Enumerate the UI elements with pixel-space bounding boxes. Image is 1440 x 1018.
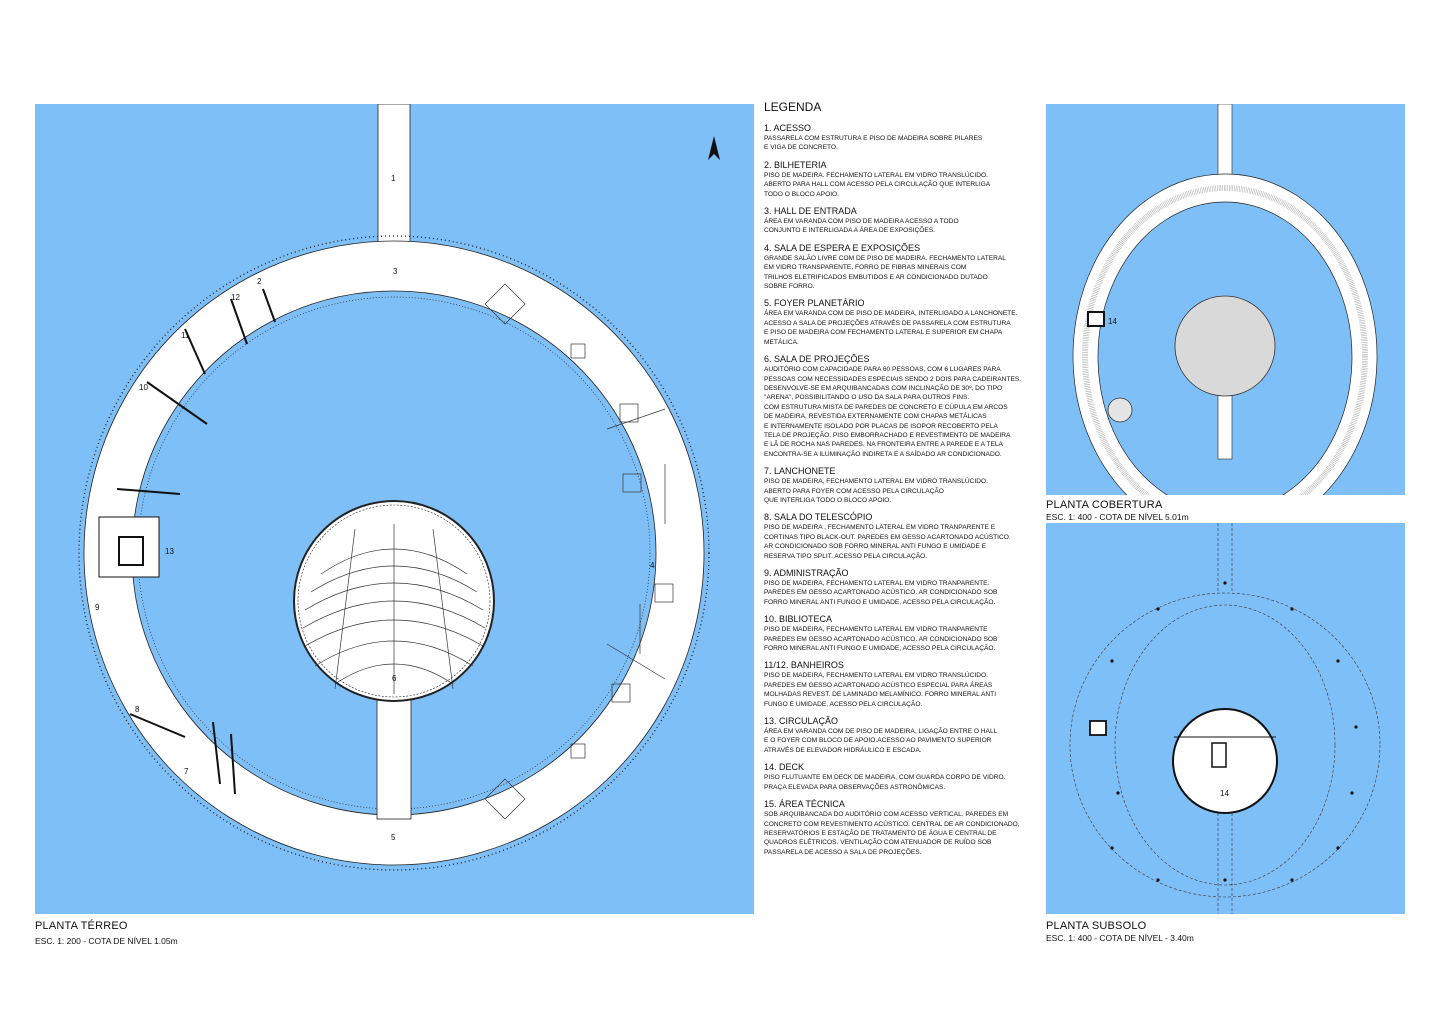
legend-title: LEGENDA [764, 100, 822, 114]
legend-item [764, 512, 1044, 561]
roof-plan-scale: ESC. 1: 400 - COTA DE NÍVEL 5.01m [1046, 512, 1189, 522]
ground-floor-drawing [35, 104, 754, 914]
legend-item-text: ÁREA EM VARANDA COM DE PISO DE MADEIRA, INTERLIGADO A LANCHONETE. ACESSO A SALA DE PROJEÇÕES ATRAVÉS DE PASSARELA COM ESTRUTURA E PISO DE MADEIRA COM FECHAMENTO LATERAL E SUPERIOR EM CHAPA METÁLICA. [764, 310, 1018, 346]
legend-item-text: PISO FLUTUANTE EM DECK DE MADEIRA, COM GUARDA CORPO DE VIDRO. PRAÇA ELEVADA PARA OBSERVAÇÕES ASTRONÔMICAS. [764, 774, 1006, 791]
legend-item [764, 799, 1044, 857]
legend-item-heading: 14. DECK [764, 762, 805, 773]
ground-plan-scale: ESC. 1: 200 - COTA DE NÍVEL 1.05m [35, 936, 178, 946]
north-arrow-icon [708, 136, 720, 160]
roof-label-14: 14 [1108, 317, 1117, 326]
room-label-2: 2 [257, 277, 262, 286]
legend-item-heading: 5. FOYER PLANETÁRIO [764, 298, 865, 309]
legend-item-text: SOB ARQUIBANCADA DO AUDITÓRIO COM ACESSO VERTICAL. PAREDES EM CONCRETO COM REVESTIMENTO ACÚSTICO. CENTRAL DE AR CONDICIONADO, RESERVATÓRIOS E ESTAÇÃO DE TRATAMENTO DE ÁGUA E CENTRAL DE QUADROS ELÉTRICOS. VENTILAÇÃO COM ATENUADOR DE RUÍDO SOB PASSARELA DE ACESSO A SALA DE PROJEÇÕES. [764, 811, 1020, 856]
room-label-1: 1 [391, 174, 396, 183]
room-label-6: 6 [392, 674, 397, 683]
legend-item-heading: 15. ÁREA TÉCNICA [764, 799, 845, 810]
legend-item-text: AUDITÓRIO COM CAPACIDADE PARA 60 PESSOAS, COM 6 LUGARES PARA PESSOAS COM NECESSIDADES ESPECIAIS SENDO 2 DOIS PARA CADEIRANTES. DESENVOLVE-SE EM ARQUIBANCADAS COM INCLINAÇÃO DE 30º, DO TIPO "ARENA", POSSIBILITANDO O USO DA SALA PARA OUTROS FINS. COM ESTRUTURA MISTA DE PAREDES DE CONCRETO E CÚPULA EM ARCOS DE MADEIRA, REVESTIDA EXTERNAMENTE COM CHAPAS METÁLICAS E INTERNAMENTE ISOLADO POR PLACAS DE ISOPOR RECOBERTO PELA TELA DE PROJEÇÃO. PISO EMBORRACHADO E REVESTIMENTO DE MADEIRA E LÃ DE ROCHA NAS PAREDES. NA FRONTEIRA ENTRE A PAREDE E A TELA ENCONTRA-SE A ILUMINAÇÃO INDIRETA E A SAÍDADO AR CONDICIONADO. [764, 366, 1022, 458]
room-label-8: 8 [135, 705, 140, 714]
roof-plan-title: PLANTA COBERTURA [1046, 499, 1163, 511]
legend-item [764, 716, 1044, 755]
basement-plan-title: PLANTA SUBSOLO [1046, 920, 1147, 932]
legend-item-text: PISO DE MADEIRA, FECHAMENTO LATERAL EM VIDRO TRANSLÚCIDO. ABERTO PARA FOYER COM ACESSO PELA CIRCULAÇÃO QUE INTERLIGA TODO O BLOCO APOIO. [764, 478, 988, 504]
legend-item-text: PISO DE MADEIRA, FECHAMENTO LATERAL EM VIDRO TRANPARENTE. PAREDES EM GESSO ACARTONADO ACÚSTICO. AR CONDICIONADO SOB FORRO MINERAL ANTI FUNGO E UMIDADE, ACESSO PELA CIRCULAÇÃO. [764, 580, 998, 606]
legend [764, 100, 1044, 864]
legend-item [764, 354, 1044, 459]
legend-item-text: PASSARELA COM ESTRUTURA E PISO DE MADEIRA SOBRE PILARES E VIGA DE CONCRETO. [764, 135, 983, 152]
elevator-basement [1090, 721, 1106, 735]
legend-item-text: PISO DE MADEIRA , FECHAMENTO LATERAL EM VIDRO TRANPARENTE E CORTINAS TIPO BLACK-OUT. PAREDES EM GESSO ACARTONADO ACÚSTICO. AR CONDICIONADO SOB FORRO MINERAL ANTI FUNGO E UMIDADE E RESERVA TIPO SPLIT. ACESSO PELA CIRCULAÇÃO. [764, 524, 1011, 560]
legend-item-text: PISO DE MADEIRA. FECHAMENTO LATERAL EM VIDRO TRANSLÚCIDO. ABERTO PARA HALL COM ACESSO PELA CIRCULAÇÃO QUE INTERLIGA TODO O BLOCO APOIO. [764, 171, 991, 198]
auditorium-bridge [377, 694, 411, 819]
legend-item [764, 568, 1044, 607]
legend-item-heading: 2. BILHETERIA [764, 159, 827, 170]
ground-floor-plan [35, 104, 754, 914]
room-label-3: 3 [393, 267, 398, 276]
access-bridge [378, 104, 410, 264]
basement-label-14: 14 [1220, 789, 1229, 798]
room-label-12: 12 [231, 293, 240, 302]
legend-item [764, 762, 1044, 792]
ground-plan-title: PLANTA TÉRREO [35, 920, 128, 932]
basement-plan-scale: ESC. 1: 400 - COTA DE NÍVEL - 3.40m [1046, 933, 1194, 943]
room-label-5: 5 [391, 833, 396, 842]
elevator [119, 537, 143, 565]
legend-item [764, 243, 1044, 292]
room-label-9: 9 [95, 603, 100, 612]
legend-item-text: ÁREA EM VARANDA COM PISO DE MADEIRA ACESSO A TODO CONJUNTO E INTERLIGADA A ÁREA DE EXPOSIÇÕES. [764, 218, 959, 235]
legend-item-heading: 8. SALA DO TELESCÓPIO [764, 512, 873, 523]
legend-item-text: PISO DE MADEIRA, FECHAMENTO LATERAL EM VIDRO TRANPARENTE PAREDES EM GESSO ACARTONADO ACÚSTICO. AR CONDICIONADO SOB FORRO MINERAL ANTI FUNGO E UMIDADE, ACESSO PELA CIRCULAÇÃO. [764, 626, 998, 653]
legend-item-heading: 10. BIBLIOTECA [764, 614, 833, 625]
legend-item-heading: 13. CIRCULAÇÃO [764, 716, 839, 727]
legend-item-heading: 11/12. BANHEIROS [764, 660, 844, 671]
room-label-11: 11 [181, 331, 190, 340]
legend-item [764, 614, 1044, 653]
roof-plan [1046, 104, 1405, 495]
legend-item [764, 160, 1044, 199]
room-label-10: 10 [139, 383, 148, 392]
legend-item [764, 206, 1044, 236]
room-label-4: 4 [650, 561, 655, 570]
legend-item-heading: 4. SALA DE ESPERA E EXPOSIÇÕES [764, 242, 921, 253]
legend-item-heading: 1. ACESSO [764, 123, 812, 133]
legend-item-text: ÁREA EM VARANDA COM DE PISO DE MADEIRA, LIGAÇÃO ENTRE O HALL E O FOYER COM BLOCO DE APOIO.ACESSO AO PAVIMENTO SUPERIOR ATRAVÉS DE ELEVADOR HIDRÁULICO E ESCADA. [764, 728, 998, 754]
legend-item-heading: 7. LANCHONETE [764, 466, 836, 477]
elevator-roof [1088, 312, 1104, 326]
roof-plan-drawing [1046, 104, 1405, 495]
legend-item-heading: 9. ADMINISTRAÇÃO [764, 568, 849, 578]
legend-item [764, 123, 1044, 153]
legend-item [764, 466, 1044, 505]
room-label-13: 13 [165, 547, 174, 556]
basement-plan [1046, 523, 1405, 914]
legend-item-heading: 3. HALL DE ENTRADA [764, 206, 857, 217]
legend-items [764, 123, 1044, 857]
legend-item-text: PISO DE MADEIRA, FECHAMENTO LATERAL EM VIDRO TRANSLÚCIDO. PAREDES EM GESSO ACARTONADO ACÚSTICO ESPECIAL PARA ÁREAS MOLHADAS REVEST. DE LAMINADO MELAMÍNICO. FORRO MINERAL ANTI FUNGO E UMIDADE, ACESSO PELA CIRCULAÇÃO. [764, 672, 997, 708]
room-label-7: 7 [184, 767, 189, 776]
auditorium-dome [1175, 296, 1275, 396]
legend-item [764, 298, 1044, 347]
legend-item [764, 660, 1044, 709]
legend-item-text: GRANDE SALÃO LIVRE COM DE PISO DE MADEIRA. FECHAMENTO LATERAL EM VIDRO TRANSPARENTE, FORRO DE FIBRAS MINERAIS COM TRILHOS ELETRIFICADOS EMBUTIDOS E AR CONDICIONADO DUTADO SOBRE FORRO. [764, 254, 1006, 291]
basement-plan-drawing [1046, 523, 1405, 914]
legend-item-heading: 6. SALA DE PROJEÇÕES [764, 354, 870, 365]
